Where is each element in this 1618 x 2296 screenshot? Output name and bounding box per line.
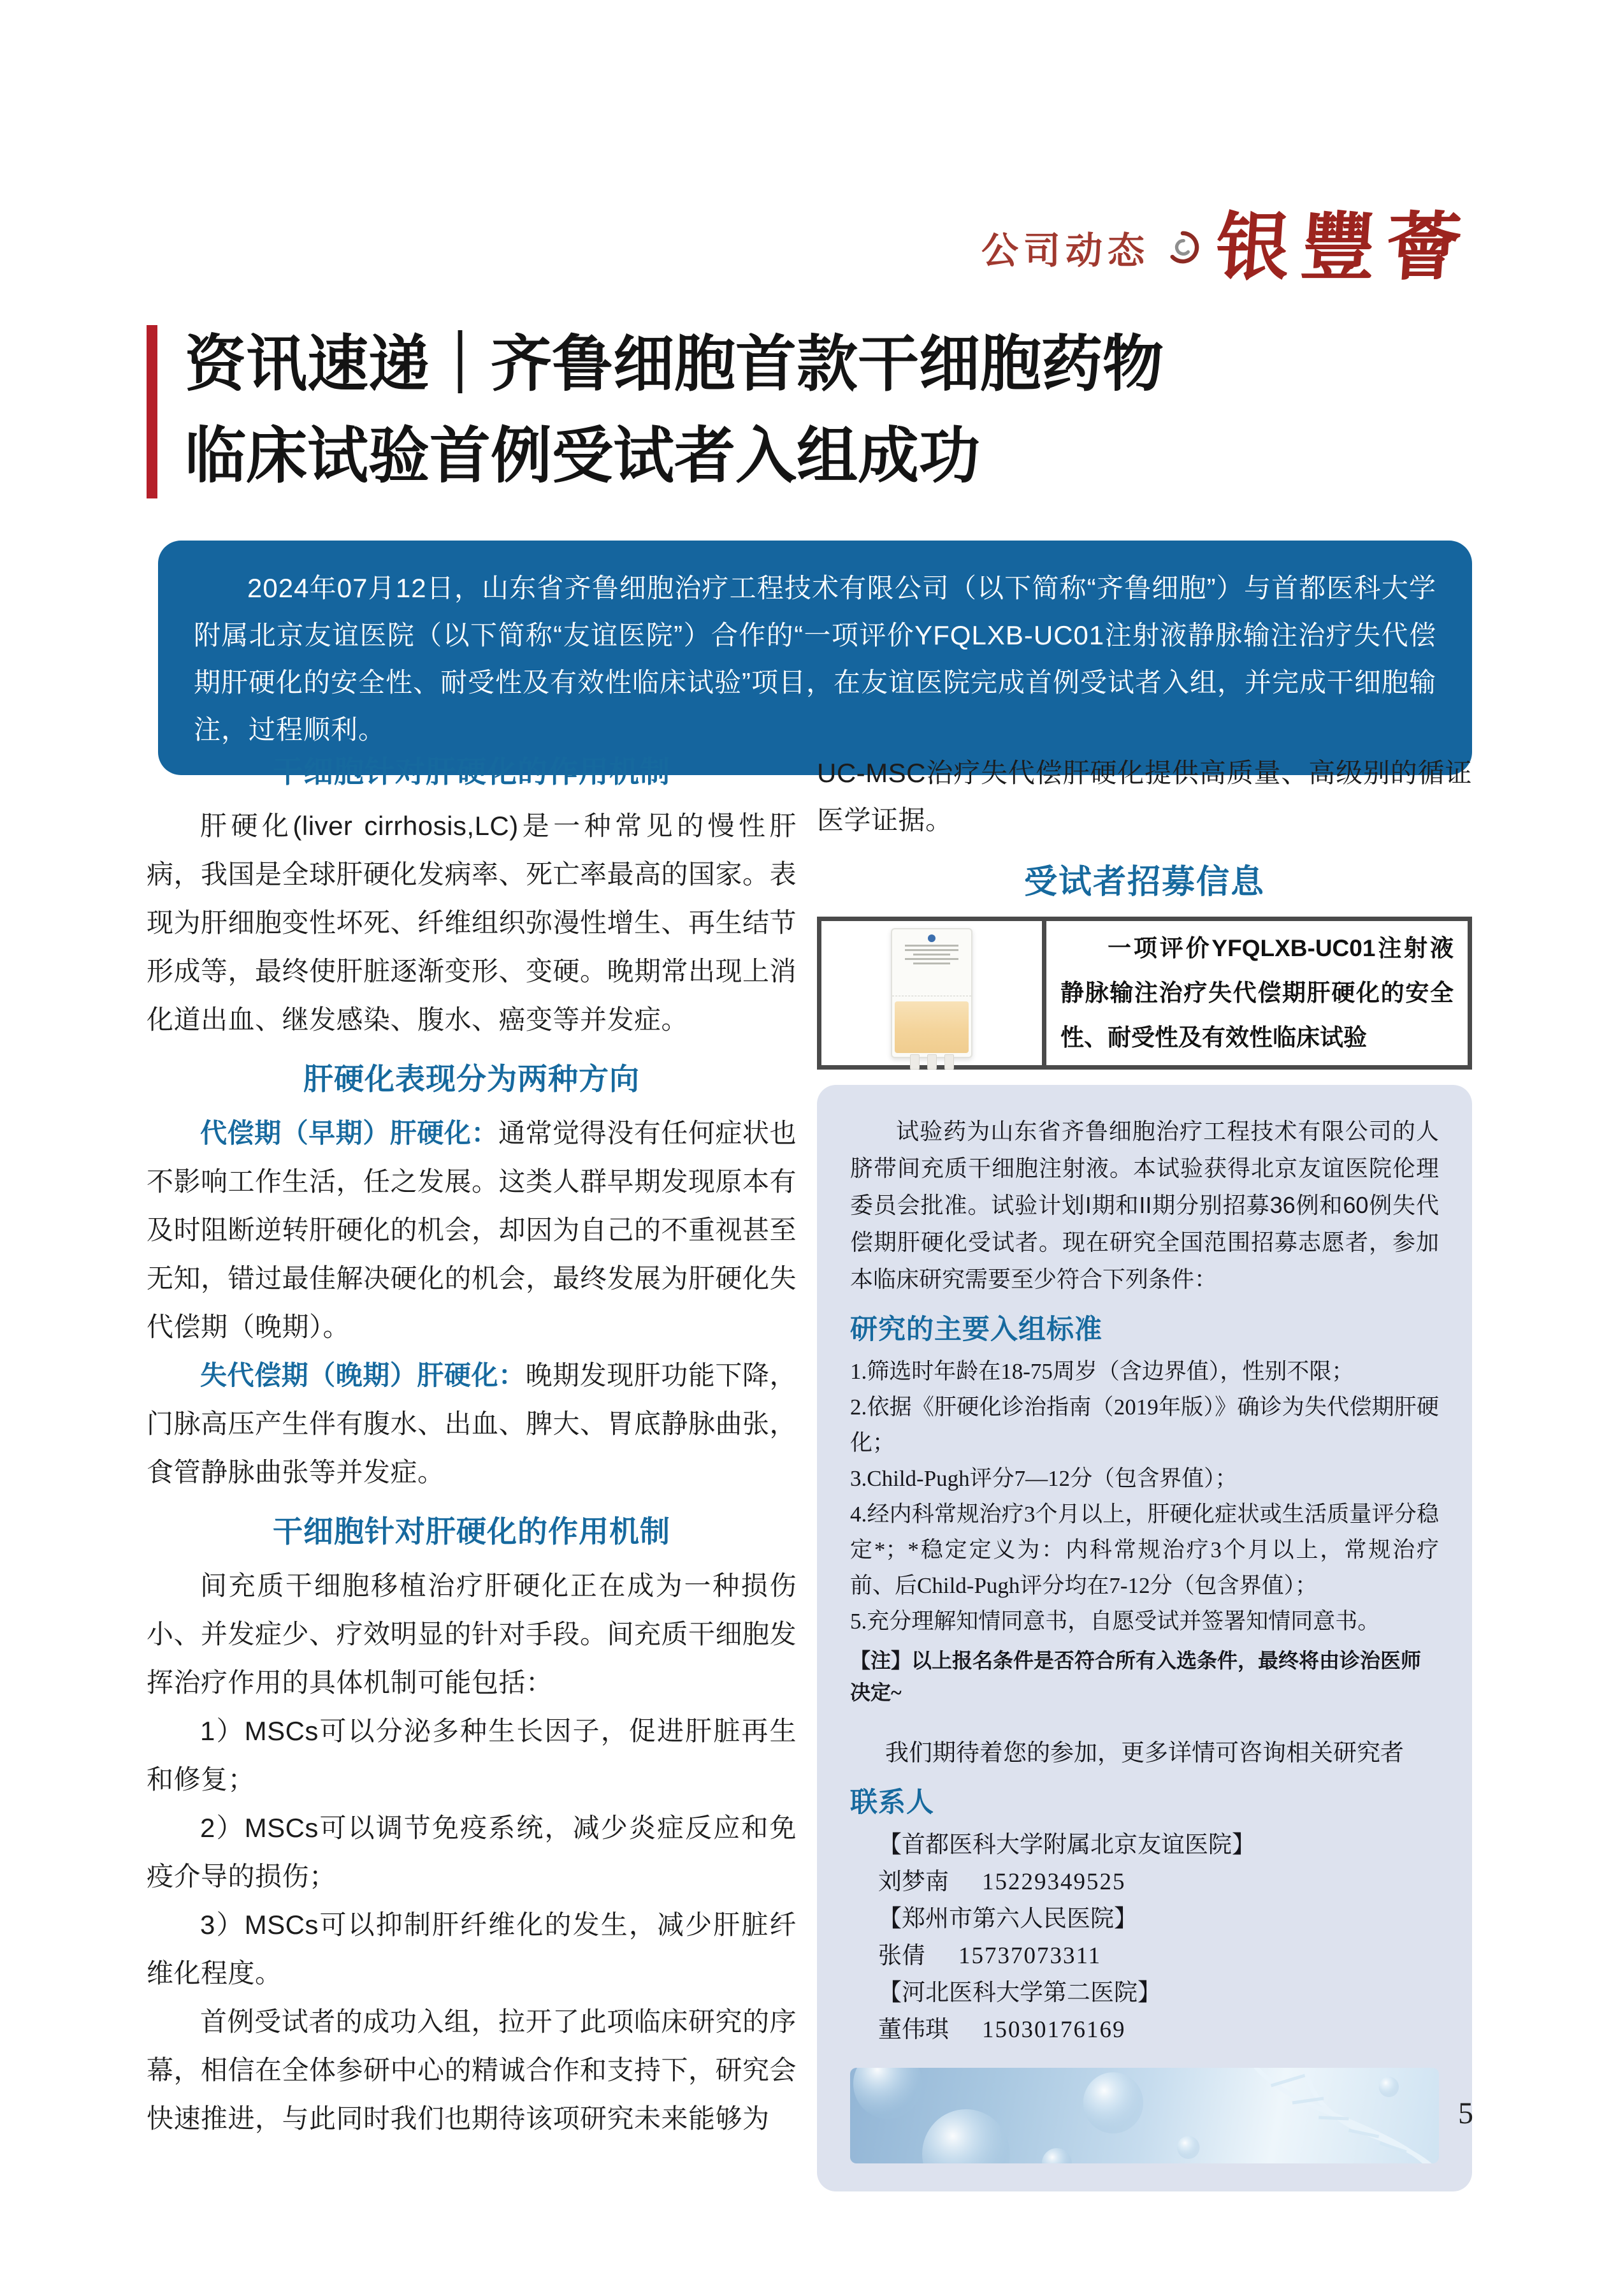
page-number: 5 bbox=[1458, 2096, 1473, 2130]
section-heading-mechanism-1: 干细胞针对肝硬化的作用机制 bbox=[273, 755, 670, 788]
section-heading-two-directions: 肝硬化表现分为两种方向 bbox=[303, 1062, 640, 1096]
contact-phone-3: 15030176169 bbox=[982, 2017, 1126, 2043]
paragraph-compensated-stage bbox=[147, 1109, 797, 1351]
contacts-list bbox=[850, 1827, 1439, 2049]
section-label: 公司动态 bbox=[981, 230, 1150, 272]
recruitment-heading: 受试者招募信息 bbox=[1023, 864, 1265, 901]
criteria-item-5: 5.充分理解知情同意书，自愿受试并签署知情同意书。 bbox=[850, 1609, 1380, 1634]
invitation-text: 我们期待着您的参加，更多详情可咨询相关研究者 bbox=[885, 1740, 1404, 1766]
contacts-heading: 联系人 bbox=[850, 1787, 934, 1818]
panel-intro-paragraph: 试验药为山东省齐鲁细胞治疗工程技术有限公司的人脐带间充质干细胞注射液。本试验获得北京友谊医院伦理委员会批准。试验计划I期和II期分别招募36例和60例失代偿期肝硬化受试者。现在研究全国范围招募志愿者，参加本临床研究需要至少符合下列条件： bbox=[850, 1118, 1439, 1292]
iv-bag-ports bbox=[892, 1054, 971, 1070]
contact-name-3: 董伟琪 bbox=[878, 2017, 949, 2043]
intro-highlight-box bbox=[158, 541, 1472, 775]
criteria-heading: 研究的主要入组标准 bbox=[850, 1314, 1102, 1345]
page-title bbox=[185, 319, 1357, 502]
dna-bubbles-photo bbox=[850, 2068, 1439, 2163]
page-title-line1: 资讯速递｜齐鲁细胞首款干细胞药物 bbox=[185, 330, 1164, 398]
iv-bag-image bbox=[891, 928, 972, 1058]
trial-title-cell bbox=[1046, 921, 1468, 1065]
lead-decompensated: 失代偿期（晚期）肝硬化： bbox=[200, 1360, 526, 1390]
right-column bbox=[817, 750, 1472, 2191]
trial-title-text: 一项评价YFQLXB-UC01注射液静脉输注治疗失代偿期肝硬化的安全性、耐受性及有效性临床试验 bbox=[1060, 935, 1454, 1050]
text-compensated: 通常觉得没有任何症状也不影响工作生活，任之发展。这类人群早期发现原本有及时阻断逆转肝硬化的机会，却因为自己的不重视甚至无知，错过最佳解决硬化的机会，最终发展为肝硬化失代偿期（晚期）。 bbox=[147, 1118, 797, 1342]
swirl-logo-icon bbox=[1166, 231, 1199, 264]
contact-person-1 bbox=[878, 1864, 1439, 1901]
paragraph-cirrhosis-overview: 肝硬化(liver cirrhosis,LC)是一种常见的慢性肝病，我国是全球肝硬化发病率、死亡率最高的国家。表现为肝细胞变性坏死、纤维组织弥漫性增生、再生结节形成等，最终使肝脏逐渐变形、变硬。晚期常出现上消化道出血、继发感染、腹水、癌变等并发症。 bbox=[147, 811, 797, 1035]
intro-paragraph: 2024年07月12日，山东省齐鲁细胞治疗工程技术有限公司（以下简称“齐鲁细胞”）与首都医科大学附属北京友谊医院（以下简称“友谊医院”）合作的“一项评价YFQLXB-UC01注射液静脉输注治疗失代偿期肝硬化的安全性、耐受性及有效性临床试验”项目，在友谊医院完成首例受试者入组，并完成干细胞输注，过程顺利。 bbox=[194, 573, 1436, 745]
criteria-item-3: 3.Child-Pugh评分7—12分（包含界值）； bbox=[850, 1466, 1238, 1491]
dna-bubbles-graphic bbox=[850, 2068, 1439, 2163]
paragraph-first-enrollment: 首例受试者的成功入组，拉开了此项临床研究的序幕，相信在全体参研中心的精诚合作和支持下，研究会快速推进，与此同时我们也期待该项研究未来能够为 bbox=[147, 2007, 797, 2133]
mechanism-item-3: 3）MSCs可以抑制肝纤维化的发生，减少肝脏纤维化程度。 bbox=[147, 1910, 797, 1988]
trial-info-box bbox=[817, 917, 1472, 1070]
title-accent-bar bbox=[147, 325, 157, 498]
paragraph-msc-intro: 间充质干细胞移植治疗肝硬化正在成为一种损伤小、并发症少、疗效明显的针对手段。间充质干细胞发挥治疗作用的具体机制可能包括： bbox=[147, 1571, 797, 1697]
text-decompensated: 晚期发现肝功能下降，门脉高压产生伴有腹水、出血、脾大、胃底静脉曲张，食管静脉曲张等并发症。 bbox=[147, 1360, 797, 1487]
criteria-item-1: 1.筛选时年龄在18-75周岁（含边界值），性别不限； bbox=[850, 1359, 1354, 1384]
section-heading-mechanism-2: 干细胞针对肝硬化的作用机制 bbox=[273, 1515, 670, 1548]
criteria-item-2: 2.依据《肝硬化诊治指南（2019年版）》确诊为失代偿期肝硬化； bbox=[850, 1395, 1439, 1455]
contact-org-3: 【河北医科大学第二医院】 bbox=[878, 1980, 1161, 2006]
mechanism-item-2: 2）MSCs可以调节免疫系统，减少炎症反应和免疫介导的损伤； bbox=[147, 1813, 797, 1891]
contact-phone-2: 15737073311 bbox=[958, 1943, 1102, 1969]
contact-org-2: 【郑州市第六人民医院】 bbox=[878, 1906, 1138, 1932]
iv-bag-cell bbox=[821, 921, 1046, 1065]
article-body bbox=[147, 750, 1472, 2191]
contact-org-1: 【首都医科大学附属北京友谊医院】 bbox=[878, 1832, 1255, 1858]
left-column bbox=[147, 750, 797, 2191]
recruitment-panel bbox=[817, 1085, 1472, 2191]
mechanism-item-1: 1）MSCs可以分泌多种生长因子，促进肝脏再生和修复； bbox=[147, 1716, 797, 1794]
contact-name-1: 刘梦南 bbox=[878, 1869, 949, 1895]
title-block bbox=[147, 319, 1357, 502]
contact-name-2: 张倩 bbox=[878, 1943, 925, 1969]
masthead bbox=[981, 204, 1475, 291]
page-title-line2: 临床试验首例受试者入组成功 bbox=[185, 422, 980, 490]
brand-logotype: 银豐薈 bbox=[1213, 204, 1475, 291]
contact-person-3 bbox=[878, 2012, 1439, 2049]
iv-bag-liquid bbox=[895, 1001, 969, 1053]
criteria-note: 【注】以上报名条件是否符合所有入选条件，最终将由诊治医师决定~ bbox=[850, 1649, 1422, 1704]
iv-bag-logo-icon bbox=[928, 934, 935, 942]
paragraph-decompensated-stage bbox=[147, 1351, 797, 1497]
lead-compensated: 代偿期（早期）肝硬化： bbox=[200, 1118, 499, 1148]
contact-person-2 bbox=[878, 1938, 1439, 1975]
paragraph-continuation: UC-MSC治疗失代偿肝硬化提供高质量、高级别的循证医学证据。 bbox=[817, 758, 1472, 835]
criteria-item-4: 4.经内科常规治疗3个月以上，肝硬化症状或生活质量评分稳定*；*稳定定义为：内科常规治疗3个月以上，常规治疗前、后Child-Pugh评分均在7-12分（包含界值）； bbox=[850, 1502, 1439, 1598]
iv-bag-label bbox=[892, 929, 971, 996]
contact-phone-1: 15229349525 bbox=[982, 1869, 1126, 1895]
